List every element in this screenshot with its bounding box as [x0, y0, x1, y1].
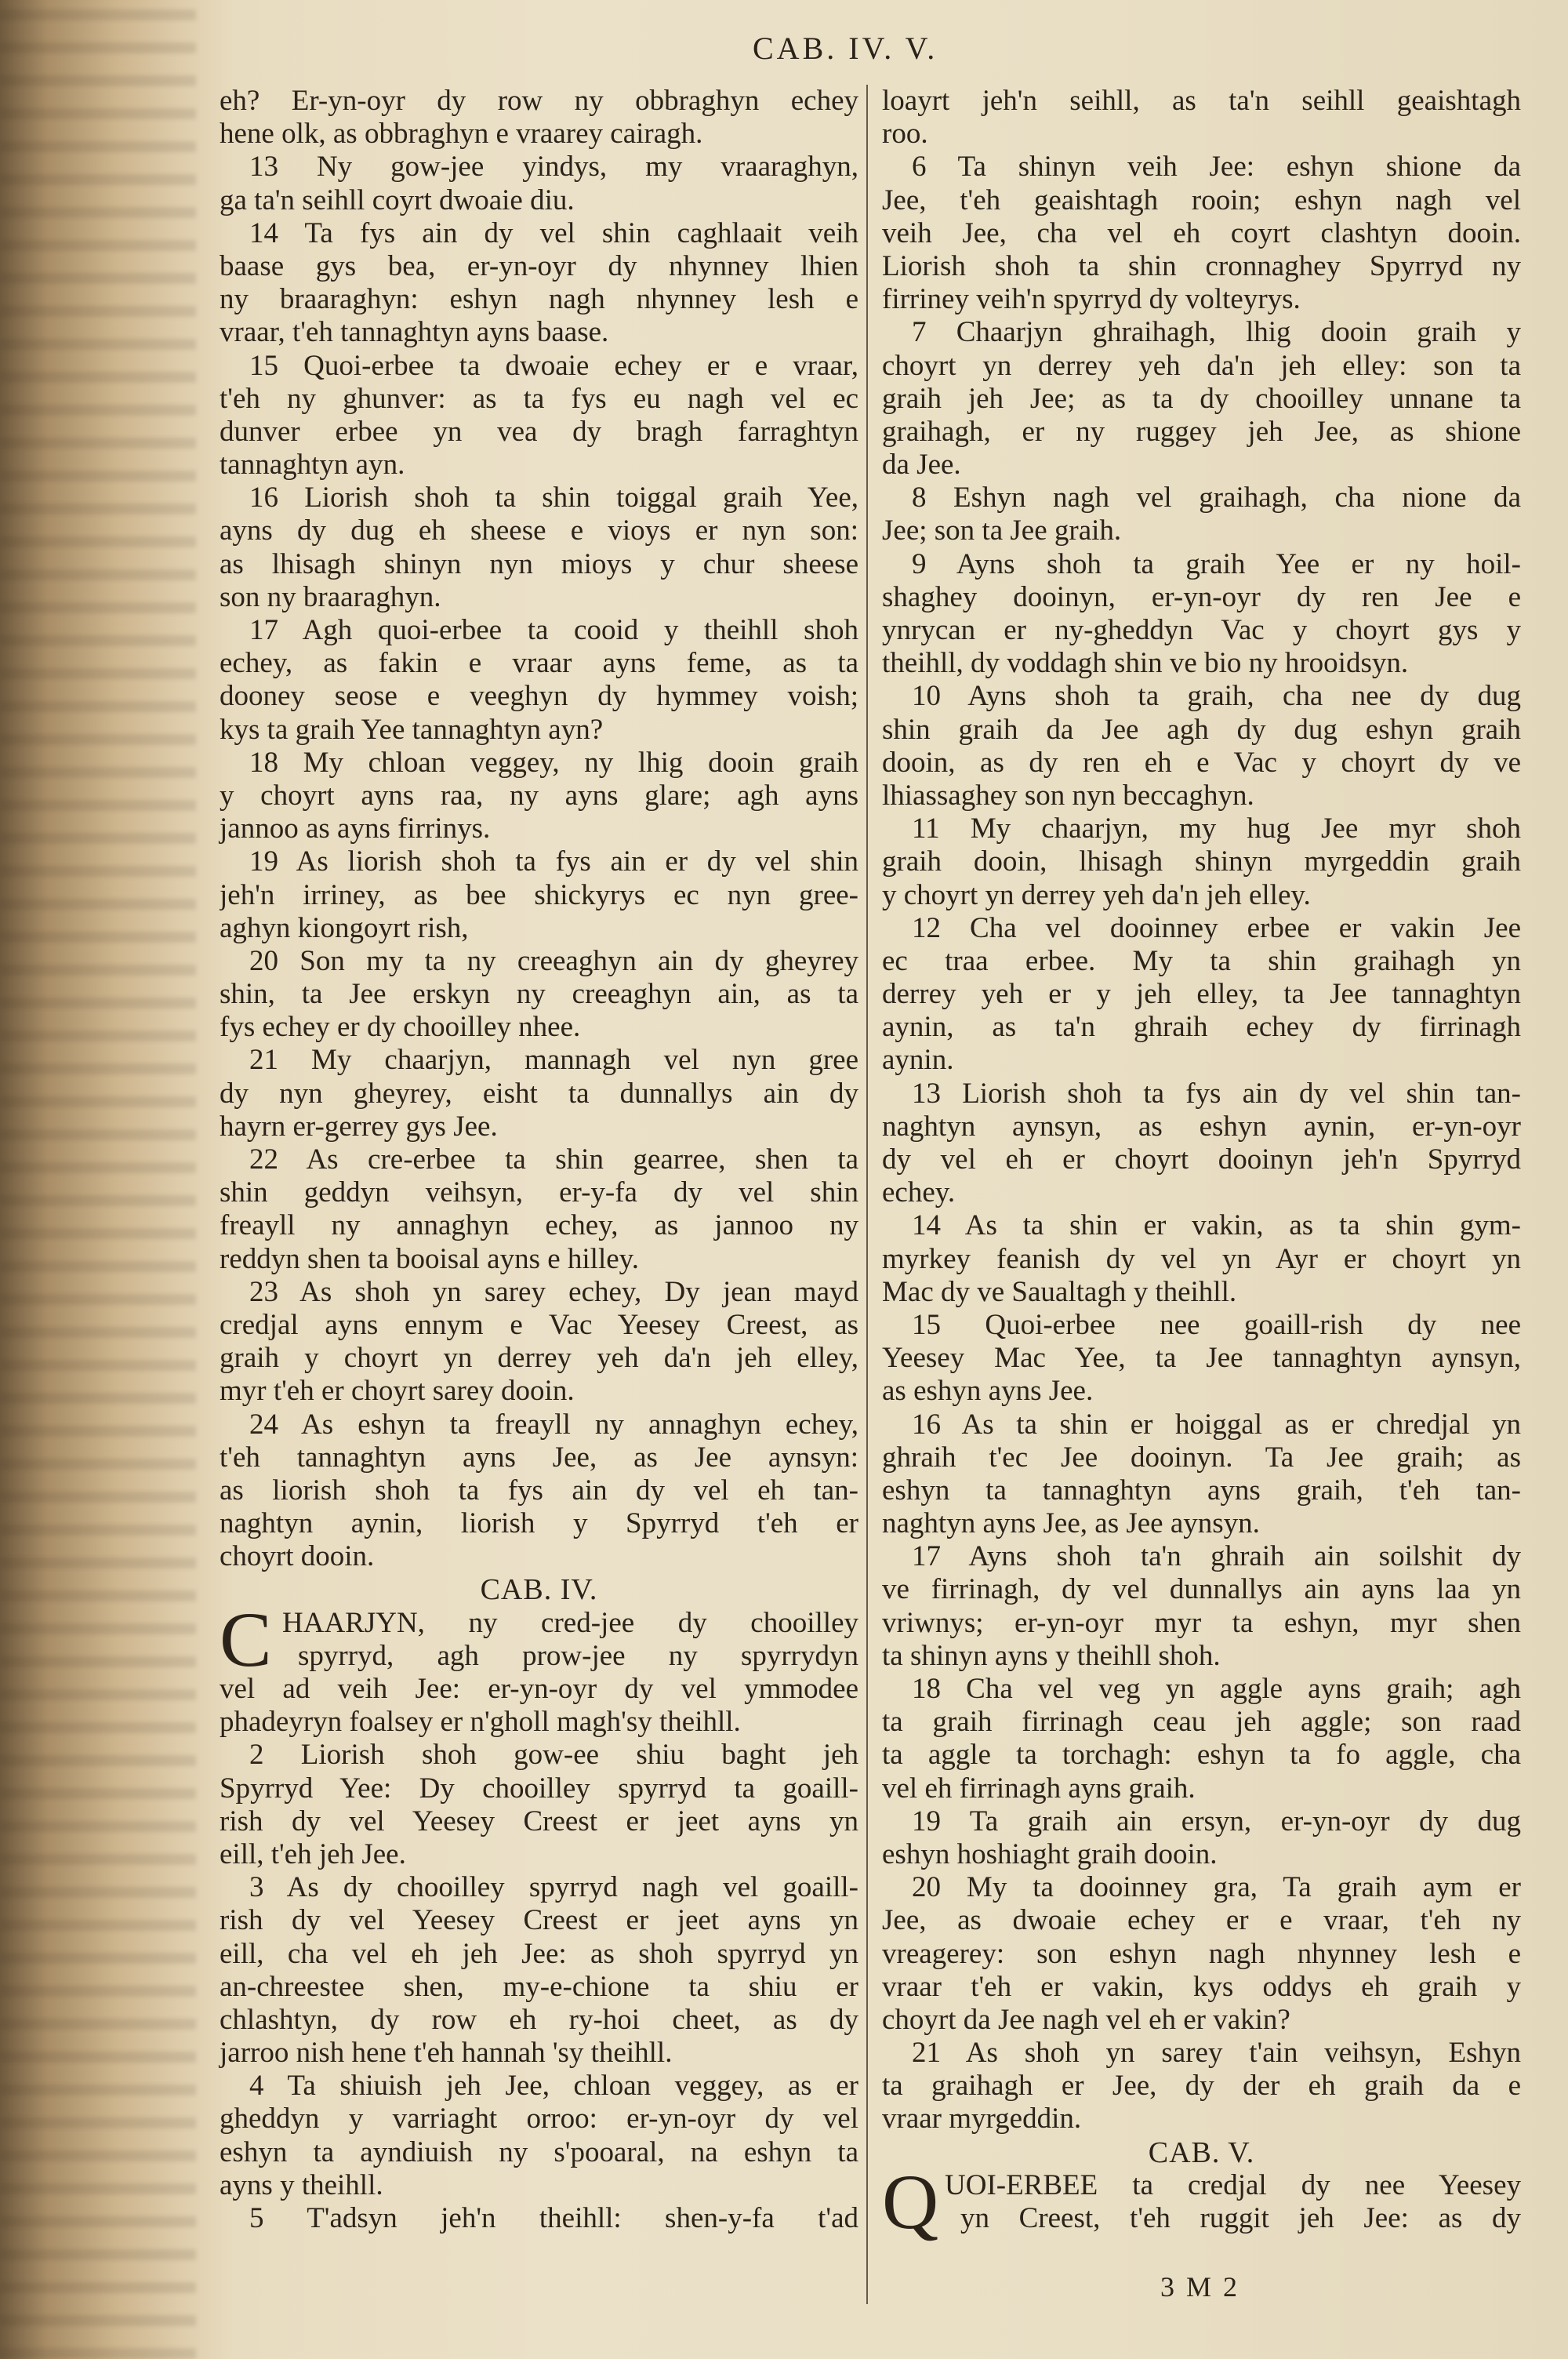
text-line: UOI-ERBEE ta credjal dy nee Yeesey — [945, 2168, 1521, 2201]
text-line: vraar t'eh er vakin, kys oddys eh graih y — [882, 1970, 1521, 2003]
verse-start-line: 11 My chaarjyn, my hug Jee myr shoh — [912, 812, 1521, 845]
text-line: credjal ayns ennym e Vac Yeesey Creest, as — [220, 1308, 858, 1341]
text-line: choyrt da Jee nagh vel eh er vakin? — [882, 2003, 1290, 2036]
text-line: ghraih t'ec Jee dooinyn. Ta Jee graih; as — [882, 1441, 1521, 1474]
text-line: myr t'eh er choyrt sarey dooin. — [220, 1375, 575, 1408]
text-line: graih y choyrt yn derrey yeh da'n jeh elley, — [220, 1342, 858, 1375]
text-line: rish dy vel Yeesey Creest er jeet ayns yn — [220, 1805, 858, 1837]
text-line: HAARJYN, ny cred-jee dy chooilley — [282, 1606, 858, 1639]
text-line: aynin. — [882, 1044, 954, 1077]
text-line: graih dooin, lhisagh shinyn myrgeddin graih — [882, 845, 1521, 878]
text-line: Spyrryd Yee: Dy chooilley spyrryd ta goaill- — [220, 1772, 858, 1805]
text-line: Liorish shoh ta shin cronnaghey Spyrryd ny — [882, 249, 1521, 282]
text-line: ta shinyn ayns y theihll shoh. — [882, 1639, 1221, 1672]
text-line: graihagh, er ny ruggey jeh Jee, as shione — [882, 415, 1521, 448]
text-line: derrey yeh er y jeh elley, ta Jee tannaghtyn — [882, 978, 1521, 1011]
text-line: theihll, dy voddagh shin ve bio ny hrooidsyn. — [882, 647, 1409, 680]
text-line: lhiassaghey son nyn beccaghyn. — [882, 779, 1254, 812]
text-line: dooin, as dy ren eh e Vac y choyrt dy ve — [882, 746, 1521, 779]
column-divider — [866, 85, 868, 2304]
verse-start-line: 14 As ta shin er vakin, as ta shin gym- — [912, 1209, 1521, 1242]
text-line: choyrt dooin. — [220, 1540, 375, 1573]
verse-start-line: 5 T'adsyn jeh'n theihll: shen-y-fa t'ad — [249, 2202, 858, 2235]
text-line: Mac dy ve Saualtagh y theihll. — [882, 1275, 1237, 1308]
text-line: shin, ta Jee erskyn ny creeaghyn ain, as ta — [220, 978, 858, 1011]
text-line: yn Creest, t'eh ruggit jeh Jee: as dy — [960, 2202, 1521, 2234]
text-line: loayrt jeh'n seihll, as ta'n seihll geaishtagh — [882, 85, 1521, 117]
signature-mark: 3 M 2 — [1160, 2271, 1240, 2303]
text-line: aghyn kiongoyrt rish, — [220, 911, 469, 944]
text-line: vel eh firrinagh ayns graih. — [882, 1772, 1196, 1805]
verse-start-line: 20 Son my ta ny creeaghyn ain dy gheyrey — [249, 944, 858, 977]
text-line: as liorish shoh ta fys ain dy vel eh tan- — [220, 1474, 858, 1507]
text-line: baase gys bea, er-yn-oyr dy nhynney lhien — [220, 249, 858, 282]
verse-start-line: 13 Liorish shoh ta fys ain dy vel shin tan- — [912, 1077, 1521, 1110]
verse-start-line: 15 Quoi-erbee nee goaill-rish dy nee — [912, 1308, 1521, 1341]
text-line: t'eh tannaghtyn ayns Jee, as Jee aynsyn: — [220, 1441, 858, 1474]
verse-start-line: 12 Cha vel dooinney erbee er vakin Jee — [912, 911, 1521, 944]
text-line: phadeyryn foalsey er n'gholl magh'sy theihll. — [220, 1706, 741, 1739]
verse-start-line: 8 Eshyn nagh vel graihagh, cha nione da — [912, 482, 1521, 514]
running-header: CAB. IV. V. — [753, 31, 938, 66]
facing-page-edge — [0, 0, 196, 2359]
text-line: ve firrinagh, dy vel dunnallys ain ayns laa yn — [882, 1573, 1521, 1606]
chapter-opening — [882, 2157, 1521, 2245]
verse-start-line: 3 As dy chooilley spyrryd nagh vel goaill- — [249, 1871, 858, 1904]
verse-start-line: 2 Liorish shoh gow-ee shiu baght jeh — [249, 1739, 858, 1772]
verse-start-line: 15 Quoi-erbee ta dwoaie echey er e vraar, — [249, 349, 858, 382]
text-line: ga ta'n seihll coyrt dwoaie diu. — [220, 184, 575, 216]
text-line: ynrycan er ny-gheddyn Vac y choyrt gys y — [882, 614, 1521, 646]
text-line: fys echey er dy chooilley nhee. — [220, 1011, 581, 1044]
verse-start-line: 19 Ta graih ain ersyn, er-yn-oyr dy dug — [912, 1805, 1521, 1837]
text-line: vraar, t'eh tannaghtyn ayns baase. — [220, 316, 609, 349]
text-line: echey. — [882, 1176, 956, 1209]
verse-start-line: 7 Chaarjyn ghraihagh, lhig dooin graih y — [912, 316, 1521, 349]
text-line: as lhisagh shinyn nyn mioys y chur sheese — [220, 547, 858, 580]
text-line: myrkey feanish dy vel yn Ayr er choyrt yn — [882, 1242, 1521, 1275]
text-line: spyrryd, agh prow-jee ny spyrrydyn — [298, 1639, 858, 1672]
text-line: an-chreestee shen, my-e-chione ta shiu er — [220, 1970, 858, 2003]
text-line: naghtyn aynin, liorish y Spyrryd t'eh er — [220, 1507, 858, 1540]
text-line: reddyn shen ta booisal ayns e hilley. — [220, 1242, 640, 1275]
text-line: ayns y theihll. — [220, 2168, 383, 2201]
chapter-heading: CAB. V. — [1148, 2135, 1255, 2169]
text-line: ta graihagh er Jee, dy der eh graih da e — [882, 2070, 1521, 2103]
text-line: jannoo as ayns firrinys. — [220, 812, 491, 845]
text-line: ta graih firrinagh ceau jeh aggle; son raad — [882, 1706, 1521, 1739]
text-line: jarroo nish hene t'eh hannah 'sy theihll. — [220, 2037, 673, 2070]
text-line: shin graih da Jee agh dy dug eshyn graih — [882, 713, 1521, 746]
text-line: da Jee. — [882, 449, 961, 482]
drop-cap: Q — [882, 2157, 939, 2245]
text-line: eill, cha vel eh jeh Jee: as shoh spyrryd yn — [220, 1937, 858, 1970]
text-line: gheddyn y varriaght orroo: er-yn-oyr dy vel — [220, 2103, 858, 2135]
verse-start-line: 18 My chloan veggey, ny lhig dooin graih — [249, 746, 858, 779]
text-line: y choyrt ayns raa, ny ayns glare; agh ayns — [220, 779, 858, 812]
text-line: echey, as fakin e vraar ayns feme, as ta — [220, 647, 858, 680]
text-line: ec traa erbee. My ta shin graihagh yn — [882, 944, 1521, 977]
text-line: vel ad veih Jee: er-yn-oyr dy vel ymmodee — [220, 1673, 858, 1706]
text-line: hayrn er-gerrey gys Jee. — [220, 1110, 498, 1143]
text-line: dy vel eh er choyrt dooinyn jeh'n Spyrryd — [882, 1143, 1521, 1176]
verse-start-line: 18 Cha vel veg yn aggle ayns graih; agh — [912, 1673, 1521, 1705]
text-line: naghtyn ayns Jee, as Jee aynsyn. — [882, 1507, 1260, 1540]
verse-start-line: 9 Ayns shoh ta graih Yee er ny hoil- — [912, 547, 1521, 580]
text-line: choyrt yn derrey yeh da'n jeh elley: son ta — [882, 349, 1521, 382]
text-line: eshyn hoshiaght graih dooin. — [882, 1837, 1218, 1870]
text-line: y choyrt yn derrey yeh da'n jeh elley. — [882, 878, 1311, 911]
verse-start-line: 21 As shoh yn sarey t'ain veihsyn, Eshyn — [912, 2037, 1521, 2070]
verse-start-line: 20 My ta dooinney gra, Ta graih aym er — [912, 1871, 1521, 1904]
text-line: hene olk, as obbraghyn e vraarey cairagh. — [220, 118, 703, 151]
text-line: tannaghtyn ayn. — [220, 449, 405, 482]
verse-start-line: 19 As liorish shoh ta fys ain er dy vel shin — [249, 845, 858, 878]
text-line: veih Jee, cha vel eh coyrt clashtyn dooin. — [882, 216, 1521, 249]
text-line: shaghey dooinyn, er-yn-oyr dy ren Jee e — [882, 580, 1521, 613]
text-line: rish dy vel Yeesey Creest er jeet ayns yn — [220, 1904, 858, 1937]
text-line: dunver erbee yn vea dy bragh farraghtyn — [220, 415, 858, 448]
text-line: Jee; son ta Jee graih. — [882, 514, 1122, 547]
text-line: shin geddyn veihsyn, er-y-fa dy vel shin — [220, 1176, 858, 1209]
verse-start-line: 23 As shoh yn sarey echey, Dy jean mayd — [249, 1275, 858, 1308]
text-line: graih jeh Jee; as ta dy chooilley unnane ta — [882, 382, 1521, 415]
text-line: Jee, as dwoaie echey er e vraar, t'eh ny — [882, 1904, 1521, 1937]
text-line: firriney veih'n spyrryd dy volteyrys. — [882, 283, 1301, 316]
verse-start-line: 16 As ta shin er hoiggal as er chredjal yn — [912, 1408, 1521, 1441]
text-line: roo. — [882, 118, 928, 151]
verse-start-line: 4 Ta shiuish jeh Jee, chloan veggey, as er — [249, 2070, 858, 2103]
text-line: eshyn ta tannaghtyn ayns graih, t'eh tan- — [882, 1474, 1521, 1507]
verse-start-line: 16 Liorish shoh ta shin toiggal graih Yee, — [249, 482, 858, 514]
verse-start-line: 13 Ny gow-jee yindys, my vraaraghyn, — [249, 151, 858, 184]
text-line: eshyn ta ayndiuish ny s'pooaral, na eshyn ta — [220, 2135, 858, 2168]
text-line: vraar myrgeddin. — [882, 2103, 1082, 2135]
verse-start-line: 10 Ayns shoh ta graih, cha nee dy dug — [912, 680, 1521, 713]
text-line: dy nyn gheyrey, eisht ta dunnallys ain dy — [220, 1077, 858, 1110]
text-line: eill, t'eh jeh Jee. — [220, 1837, 406, 1870]
chapter-opening — [220, 1595, 858, 1683]
verse-start-line: 14 Ta fys ain dy vel shin caghlaait veih — [249, 216, 858, 249]
text-line: t'eh ny ghunver: as ta fys eu nagh vel ec — [220, 382, 858, 415]
text-line: Yeesey Mac Yee, ta Jee tannaghtyn aynsyn, — [882, 1342, 1521, 1375]
text-line: aynin, as ta'n ghraih echey dy firrinagh — [882, 1011, 1521, 1044]
verse-start-line: 24 As eshyn ta freayll ny annaghyn echey, — [249, 1408, 858, 1441]
text-line: vreagerey: son eshyn nagh nhynney lesh e — [882, 1937, 1521, 1970]
text-line: son ny braaraghyn. — [220, 580, 441, 613]
verse-start-line: 21 My chaarjyn, mannagh vel nyn gree — [249, 1044, 858, 1077]
verse-start-line: 6 Ta shinyn veih Jee: eshyn shione da — [912, 151, 1521, 184]
chapter-heading: CAB. IV. — [480, 1573, 598, 1607]
text-line: ny braaraghyn: eshyn nagh nhynney lesh e — [220, 283, 858, 316]
left-column — [220, 85, 858, 2235]
right-column — [882, 85, 1521, 2245]
text-line: ayns dy dug eh sheese e vioys er nyn son: — [220, 514, 858, 547]
text-line: as eshyn ayns Jee. — [882, 1375, 1094, 1408]
text-line: ta aggle ta torchagh: eshyn ta fo aggle, cha — [882, 1739, 1521, 1772]
drop-cap: C — [220, 1595, 272, 1683]
text-line: Jee, t'eh geaishtagh rooin; eshyn nagh vel — [882, 184, 1521, 216]
text-line: eh? Er-yn-oyr dy row ny obbraghyn echey — [220, 85, 858, 117]
text-line: vriwnys; er-yn-oyr myr ta eshyn, myr shen — [882, 1606, 1521, 1639]
verse-start-line: 17 Ayns shoh ta'n ghraih ain soilshit dy — [912, 1540, 1521, 1573]
text-line: jeh'n irriney, as bee shickyrys ec nyn gree- — [220, 878, 858, 911]
text-line: freayll ny annaghyn echey, as jannoo ny — [220, 1209, 858, 1242]
text-line: naghtyn aynsyn, as eshyn aynin, er-yn-oyr — [882, 1110, 1521, 1143]
text-line: kys ta graih Yee tannaghtyn ayn? — [220, 713, 604, 746]
text-line: dooney seose e veeghyn dy hymmey voish; — [220, 680, 858, 713]
verse-start-line: 22 As cre-erbee ta shin gearree, shen ta — [249, 1143, 858, 1176]
verse-start-line: 17 Agh quoi-erbee ta cooid y theihll shoh — [249, 614, 858, 646]
text-line: chlashtyn, dy row eh ry-hoi cheet, as dy — [220, 2003, 858, 2036]
